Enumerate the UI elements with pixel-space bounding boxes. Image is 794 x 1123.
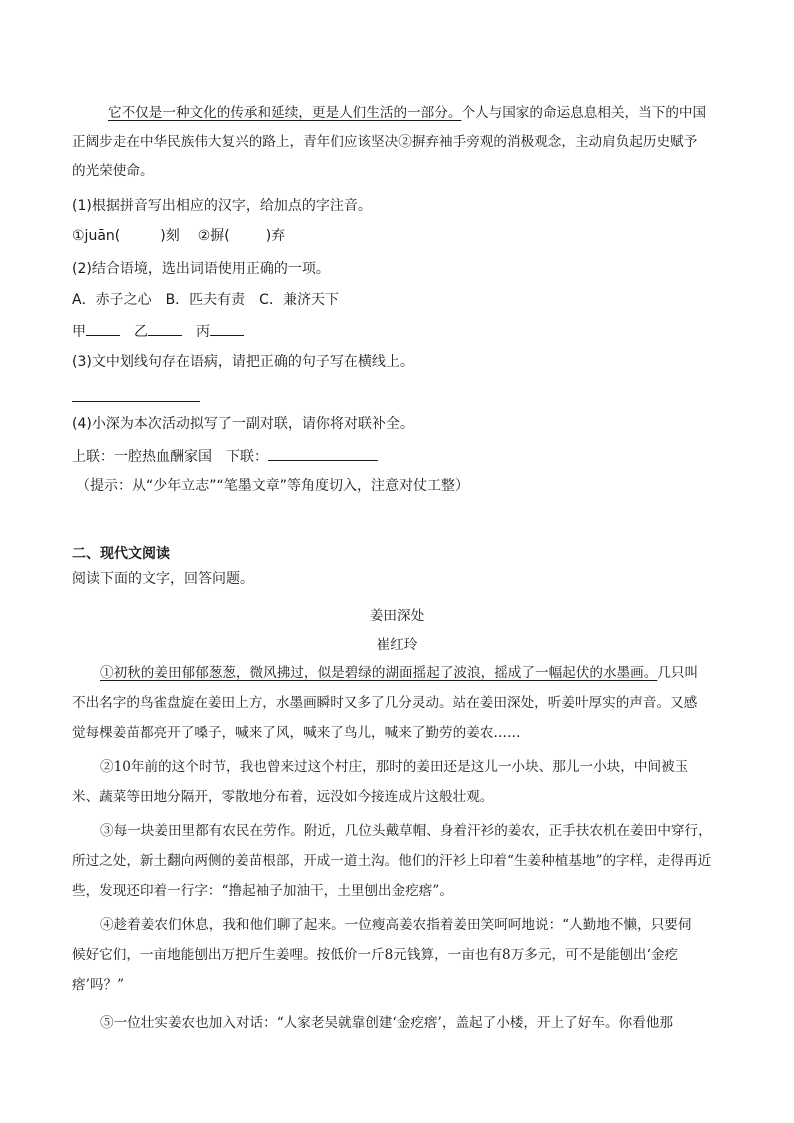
question-2-blanks: 甲 乙 丙 bbox=[72, 321, 244, 342]
answer-blank-yi[interactable] bbox=[148, 321, 182, 336]
intro-line-1: 它不仅是一种文化的传承和延续，更是人们生活的一部分。个人与国家的命运息息相关，当下的中国 bbox=[108, 105, 707, 121]
paragraph-1-line-3: 觉每棵姜苗都亮开了嗓子，喊来了风，喊来了鸟儿，喊来了勤劳的姜农…… bbox=[72, 725, 521, 741]
paragraph-4-line-3: 瘩’吗？” bbox=[72, 977, 125, 993]
paragraph-3-line-2: 所过之处，新土翻向两侧的姜苗根部，开成一道土沟。他们的汗衫上印着“生姜种植基地”的字样，走得再近 bbox=[72, 853, 712, 869]
section-title: 二、现代文阅读 bbox=[72, 546, 170, 562]
article-author: 崔红玲 bbox=[376, 637, 418, 653]
question-1-answers: ①juān( )刻 ②摒( )弃 bbox=[72, 228, 286, 244]
underlined-sentence: ①初秋的姜田郁郁葱葱，微风拂过，似是碧绿的湖面摇起了波浪，摇成了一幅起伏的水墨画。 bbox=[100, 665, 658, 681]
question-1-prompt: (1)根据拼音写出相应的汉字，给加点的字注音。 bbox=[72, 198, 372, 214]
hint-text: （提示：从“少年立志”“笔墨文章”等角度切入，注意对仗工整） bbox=[76, 478, 470, 494]
paragraph-4-line-1: ④趁着姜农们休息，我和他们聊了起来。一位瘦高姜农指着姜田笑呵呵地说：“人勤地不懒，只要伺 bbox=[100, 917, 692, 933]
answer-blank-jia[interactable] bbox=[86, 321, 120, 336]
couplet-line: 上联：一腔热血酬家国 下联： bbox=[72, 446, 378, 467]
paragraph-1-line-1: ①初秋的姜田郁郁葱葱，微风拂过，似是碧绿的湖面摇起了波浪，摇成了一幅起伏的水墨画。几只叫 bbox=[100, 665, 699, 681]
answer-line-q3[interactable] bbox=[72, 401, 200, 402]
paragraph-2-line-1: ②10年前的这个时节，我也曾来过这个村庄，那时的姜田还是这儿一小块、那儿一小块，中间被玉 bbox=[100, 759, 689, 775]
paragraph-1-line-2: 不出名字的鸟雀盘旋在姜田上方，水墨画瞬时又多了几分灵动。站在姜田深处，听姜叶厚实的声音。又感 bbox=[72, 695, 698, 711]
paragraph-3-line-3: 些，发现还印着一行字：“撸起袖子加油干，土里刨出金疙瘩”。 bbox=[72, 883, 453, 899]
reading-instruction: 阅读下面的文字，回答问题。 bbox=[72, 571, 254, 587]
intro-line-3: 的光荣使命。 bbox=[72, 163, 154, 179]
question-2-options: A．赤子之心 B．匹夫有责 C．兼济天下 bbox=[72, 292, 339, 308]
question-3-prompt: (3)文中划线句存在语病，请把正确的句子写在横线上。 bbox=[72, 354, 414, 370]
paragraph-4-line-2: 候好它们，一亩地能刨出万把斤生姜哩。按低价一斤8元钱算，一亩也有8万多元，可不是能刨出‘金疙 bbox=[72, 947, 679, 963]
question-2-prompt: (2)结合语境，选出词语使用正确的一项。 bbox=[72, 261, 330, 277]
intro-line-2: 正阔步走在中华民族伟大复兴的路上，青年们应该坚决②摒弃袖手旁观的消极观念，主动肩负起历史赋予 bbox=[72, 134, 698, 150]
paragraph-3-line-1: ③每一块姜田里都有农民在劳作。附近，几位头戴草帽、身着汗衫的姜农，正手扶农机在姜田中穿行， bbox=[100, 823, 712, 839]
paragraph-5-line-1: ⑤一位壮实姜农也加入对话：“人家老吴就靠创建‘金疙瘩’，盖起了小楼，开上了好车。你看他那 bbox=[100, 1015, 673, 1031]
answer-blank-couplet[interactable] bbox=[268, 446, 378, 461]
underlined-sentence: 它不仅是一种文化的传承和延续，更是人们生活的一部分。 bbox=[108, 105, 462, 121]
answer-blank-bing[interactable] bbox=[210, 321, 244, 336]
question-4-prompt: (4)小深为本次活动拟写了一副对联，请你将对联补全。 bbox=[72, 416, 414, 432]
paragraph-2-line-2: 米、蔬菜等田地分隔开，零散地分布着，远没如今接连成片这般壮观。 bbox=[72, 789, 494, 805]
article-title: 姜田深处 bbox=[369, 608, 425, 624]
